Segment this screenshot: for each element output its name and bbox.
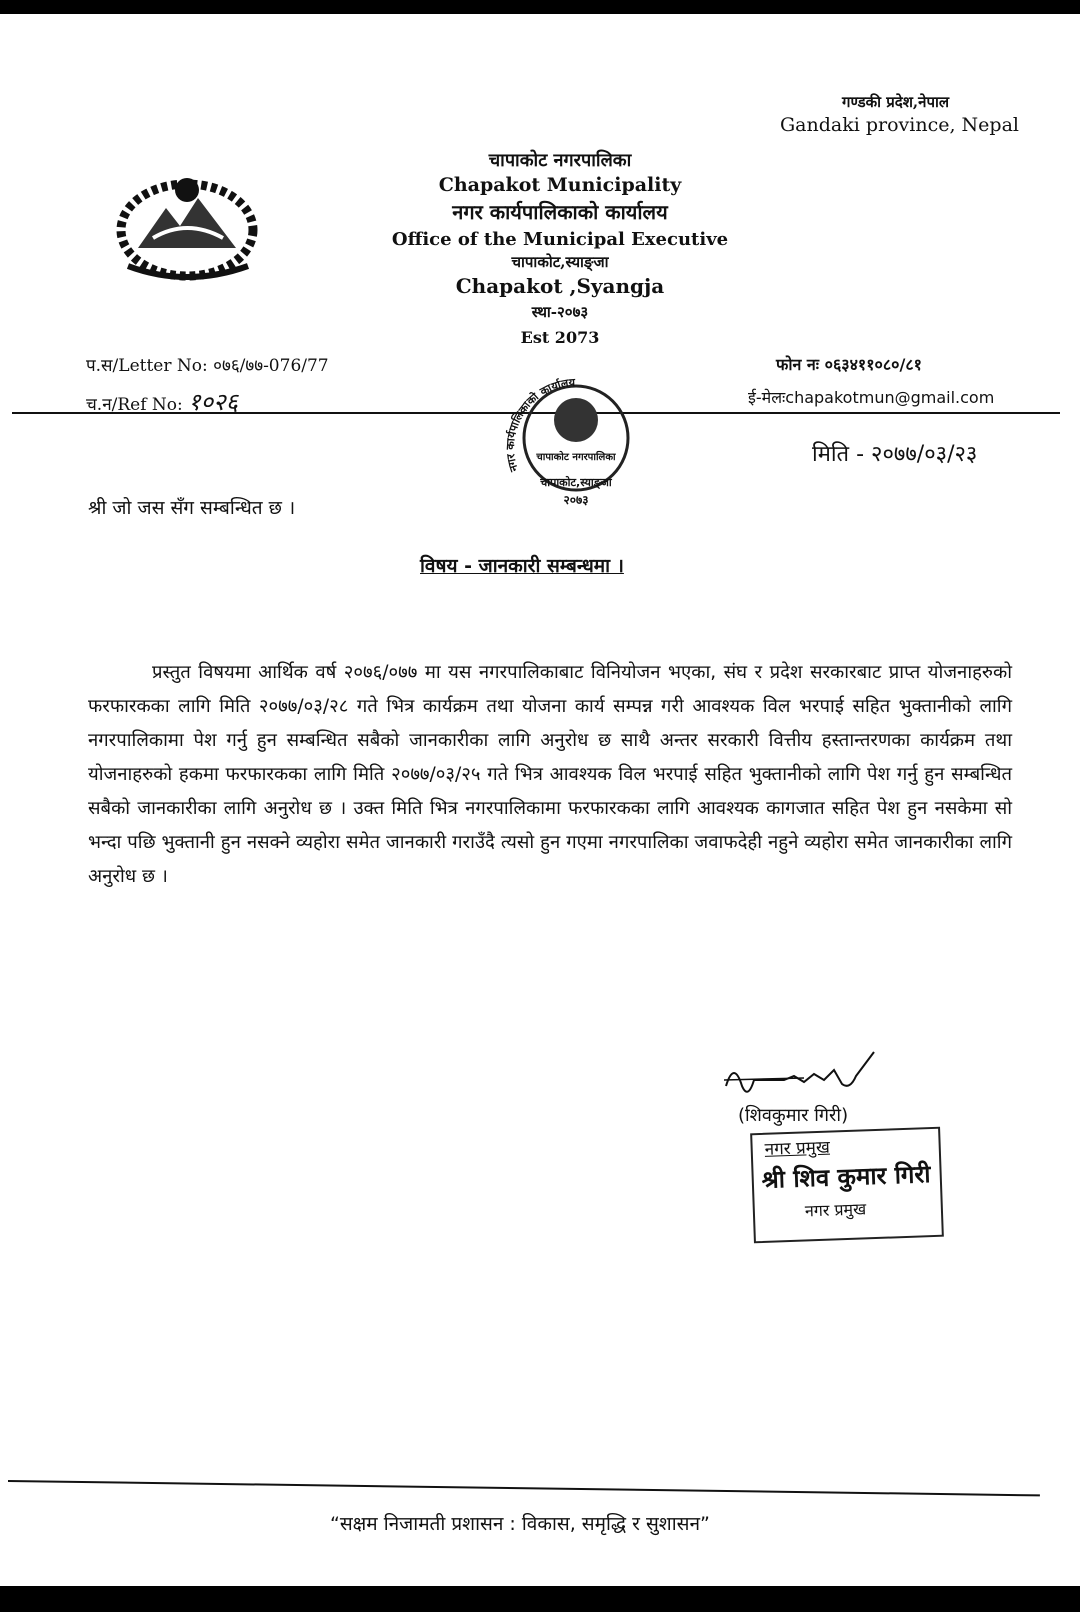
signatory-name: (शिवकुमार गिरी): [738, 1105, 849, 1126]
salutation: श्री जो जस सँग सम्बन्धित छ ।: [88, 497, 296, 519]
letter-number-value: ०७६/७७-076/77: [213, 356, 329, 376]
phone-value: ०६३४११०८०/८१: [824, 355, 922, 374]
nepal-emblem-icon: [108, 168, 266, 286]
footer-motto: “सक्षम निजामती प्रशासन : विकास, समृद्धि र सुशासन”: [330, 1513, 710, 1535]
handwritten-signature: [724, 1050, 904, 1106]
stamp-title: नगर प्रमुख: [764, 1137, 831, 1160]
scan-border-bottom: [0, 1586, 1080, 1612]
letter-number: [86, 353, 329, 376]
stamp-subtitle: नगर प्रमुख: [804, 1199, 867, 1221]
address-nepali: चापाकोट,स्याङ्जा: [511, 253, 609, 271]
stamp-name: श्री शिव कुमार गिरी: [761, 1160, 931, 1194]
phone: [776, 353, 922, 375]
email: [748, 386, 994, 408]
email-label: ई-मेलः: [748, 388, 786, 407]
letter-body: प्रस्तुत विषयमा आर्थिक वर्ष २०७६/०७७ मा यस नगरपालिकाबाट विनियोजन भएका, संघ र प्रदेश सरकारबाट प्राप्त योजनाहरुको फरफारकका लागि मिति २०७७/०३/२८ गते भित्र कार्यक्रम तथा योजना कार्य सम्पन्न गरी आवश्यक विल भरपाई सहित भुक्तानीको लागि नगरपालिकामा पेश गर्नु हुन सम्बन्धित सबैको जानकारीका लागि अनुरोध छ साथै अन्तर सरकारी वित्तीय हस्तान्तरणका कार्यक्रम तथा योजनाहरुको हकमा फरफारकका लागि मिति २०७७/०३/२५ गते भित्र आवश्यक विल भरपाई सहित भुक्तानीको लागि पेश गर्नु हुन सम्बन्धित सबैको जानकारीका लागि अनुरोध छ । उक्त मिति भित्र नगरपालिकामा फरफारकका लागि आवश्यक कागजात सहित पेश हुन नसकेमा सो भन्दा पछि भुक्तानी हुन नसक्ने व्यहोरा समेत जानकारी गराउँदै त्यसो हुन गएमा नगरपालिका जवाफदेही नहुने व्यहोरा समेत जानकारीका लागि अनुरोध छ ।: [88, 662, 1012, 887]
footer-divider: [8, 1480, 1040, 1496]
province-english: Gandaki province, Nepal: [780, 114, 1019, 136]
seal-top-text: चापाकोट नगरपालिका: [536, 452, 616, 463]
municipality-nepali: चापाकोट नगरपालिका: [488, 150, 632, 171]
letter-date: मिति - २०७७/०३/२३: [812, 442, 978, 467]
ref-number-value: १०२६: [188, 388, 239, 416]
ref-number-label: च.न/Ref No:: [86, 395, 183, 415]
office-english: Office of the Municipal Executive: [391, 229, 729, 250]
established-nepali: स्था-२०७३: [531, 303, 589, 321]
address-english: Chapakot ,Syangja: [455, 274, 665, 298]
name-stamp: [750, 1127, 944, 1244]
established-english: Est 2073: [520, 328, 600, 347]
seal-ring-text: नगर कार्यपालिकाको कार्यालय: [503, 376, 576, 474]
phone-label: फोन नः: [776, 355, 820, 374]
office-nepali: नगर कार्यपालिकाको कार्यालय: [452, 200, 668, 224]
office-seal-stamp: [500, 360, 652, 512]
scan-border-top: [0, 0, 1080, 14]
subject-line: विषय - जानकारी सम्बन्धमा ।: [420, 555, 624, 577]
email-value: chapakotmun@gmail.com: [785, 388, 995, 407]
province-nepali: गण्डकी प्रदेश,नेपाल: [842, 93, 950, 111]
seal-bottom-text: चापाकोट,स्याङ्जा: [540, 476, 612, 489]
municipality-english: Chapakot Municipality: [438, 174, 682, 196]
seal-year: २०७३: [563, 493, 589, 507]
letter-number-label: प.स/Letter No:: [86, 356, 208, 376]
